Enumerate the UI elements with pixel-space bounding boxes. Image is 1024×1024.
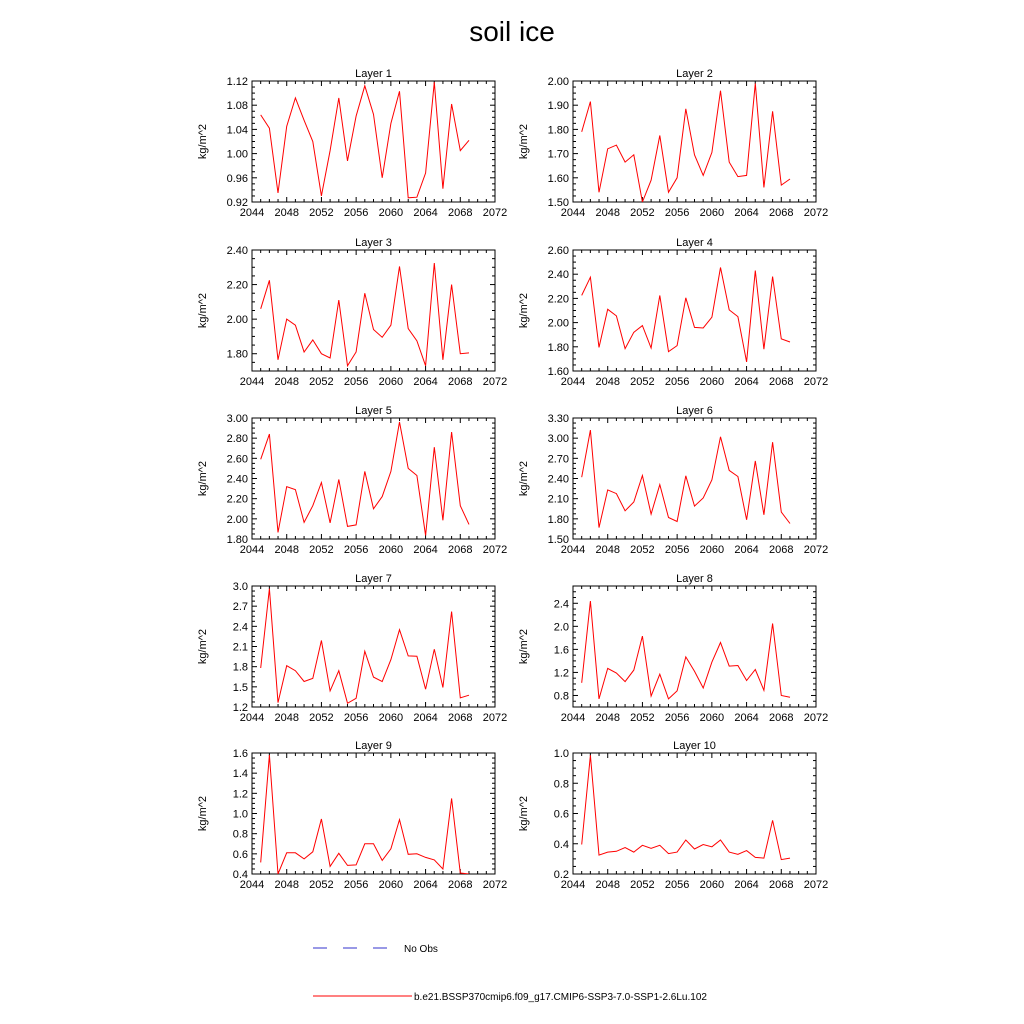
y-tick-label: 2.20 <box>226 493 248 506</box>
x-tick-label: 2068 <box>769 207 794 219</box>
x-tick-label: 2056 <box>664 376 690 388</box>
y-tick-label: 2.40 <box>547 269 569 282</box>
x-tick-label: 2060 <box>378 376 404 388</box>
panel-layer-7 <box>197 573 507 724</box>
x-tick-label: 2064 <box>413 376 438 388</box>
x-tick-label: 2060 <box>699 376 725 388</box>
x-tick-label: 2044 <box>239 544 265 556</box>
x-tick-label: 2044 <box>239 376 265 388</box>
y-tick-label: 1.2 <box>553 667 569 680</box>
x-tick-label: 2068 <box>448 544 473 556</box>
y-axis-label: kg/m^2 <box>518 460 530 497</box>
series-line <box>261 263 469 366</box>
x-tick-label: 2048 <box>274 712 299 724</box>
x-tick-label: 2044 <box>239 207 265 219</box>
panel-layer-5 <box>197 405 507 556</box>
x-tick-label: 2044 <box>560 376 586 388</box>
plot-frame <box>573 81 816 202</box>
x-tick-label: 2072 <box>482 879 508 891</box>
y-tick-label: 2.20 <box>547 293 569 306</box>
panel-layer-4 <box>518 237 828 388</box>
y-tick-label: 2.20 <box>226 279 248 292</box>
plot-frame <box>252 418 495 539</box>
y-tick-label: 2.80 <box>226 433 248 446</box>
y-tick-label: 1.04 <box>226 124 248 137</box>
x-tick-label: 2052 <box>309 207 334 219</box>
plot-frame <box>573 418 816 539</box>
panel-layer-8 <box>518 573 828 724</box>
y-tick-label: 2.4 <box>553 598 569 611</box>
panel-title: Layer 8 <box>676 573 713 585</box>
x-tick-label: 2060 <box>378 879 404 891</box>
y-tick-label: 1.12 <box>226 76 248 88</box>
x-tick-label: 2052 <box>630 712 655 724</box>
panel-title: Layer 3 <box>355 237 392 249</box>
x-tick-label: 2068 <box>448 376 473 388</box>
y-axis-label: kg/m^2 <box>518 123 530 160</box>
y-tick-label: 2.00 <box>547 76 569 88</box>
x-tick-label: 2048 <box>274 207 299 219</box>
x-tick-label: 2060 <box>699 712 725 724</box>
y-tick-label: 1.0 <box>553 748 569 760</box>
y-axis-label: kg/m^2 <box>197 795 209 832</box>
y-tick-label: 3.0 <box>232 581 248 593</box>
y-tick-label: 1.50 <box>547 534 569 546</box>
x-tick-label: 2072 <box>482 207 508 219</box>
x-tick-label: 2052 <box>630 544 655 556</box>
x-tick-label: 2048 <box>595 544 620 556</box>
y-tick-label: 1.80 <box>226 534 248 546</box>
y-tick-label: 1.6 <box>232 748 248 760</box>
x-tick-label: 2052 <box>309 544 334 556</box>
x-tick-label: 2048 <box>274 544 299 556</box>
x-tick-label: 2056 <box>664 712 690 724</box>
x-tick-label: 2056 <box>343 207 369 219</box>
x-tick-label: 2060 <box>378 207 404 219</box>
x-tick-label: 2056 <box>664 544 690 556</box>
y-tick-label: 0.92 <box>226 197 248 209</box>
series-line <box>582 430 790 527</box>
x-tick-label: 2060 <box>699 207 725 219</box>
x-tick-label: 2072 <box>803 879 829 891</box>
x-tick-label: 2048 <box>274 879 299 891</box>
panel-layer-1 <box>197 68 507 219</box>
y-tick-label: 1.80 <box>226 348 248 361</box>
x-tick-label: 2064 <box>413 712 438 724</box>
x-tick-label: 2068 <box>769 376 794 388</box>
y-tick-label: 0.8 <box>553 690 569 703</box>
x-tick-label: 2068 <box>448 207 473 219</box>
x-tick-label: 2064 <box>734 207 759 219</box>
y-tick-label: 2.60 <box>226 453 248 466</box>
y-tick-label: 1.8 <box>232 661 248 674</box>
y-tick-label: 2.0 <box>553 621 569 634</box>
x-tick-label: 2056 <box>343 879 369 891</box>
y-tick-label: 0.6 <box>232 848 248 861</box>
x-tick-label: 2072 <box>803 712 829 724</box>
x-tick-label: 2052 <box>309 712 334 724</box>
x-tick-label: 2060 <box>699 544 725 556</box>
y-tick-label: 1.4 <box>232 768 248 781</box>
series-line <box>261 82 469 198</box>
panel-title: Layer 2 <box>676 68 713 80</box>
x-tick-label: 2064 <box>734 544 759 556</box>
y-tick-label: 1.50 <box>547 197 569 209</box>
x-tick-label: 2052 <box>309 879 334 891</box>
y-tick-label: 1.08 <box>226 100 248 113</box>
x-tick-label: 2064 <box>734 879 759 891</box>
x-tick-label: 2072 <box>482 544 508 556</box>
y-axis-label: kg/m^2 <box>197 460 209 497</box>
series-line <box>261 422 469 536</box>
plot-frame <box>573 586 816 707</box>
x-tick-label: 2048 <box>274 376 299 388</box>
y-tick-label: 1.2 <box>232 702 248 714</box>
x-tick-label: 2052 <box>309 376 334 388</box>
y-tick-label: 0.2 <box>553 869 569 881</box>
x-tick-label: 2044 <box>239 712 265 724</box>
x-tick-label: 2044 <box>560 712 586 724</box>
panel-title: Layer 4 <box>676 237 713 249</box>
x-tick-label: 2072 <box>482 376 508 388</box>
y-tick-label: 1.5 <box>232 681 248 694</box>
x-tick-label: 2056 <box>664 207 690 219</box>
panel-layer-2 <box>518 68 828 219</box>
y-axis-label: kg/m^2 <box>518 292 530 329</box>
panel-title: Layer 5 <box>355 405 392 417</box>
y-tick-label: 2.7 <box>232 601 248 614</box>
x-tick-label: 2052 <box>630 207 655 219</box>
series-line <box>582 268 790 362</box>
y-tick-label: 0.4 <box>232 869 248 881</box>
series-line <box>582 601 790 699</box>
x-tick-label: 2072 <box>803 544 829 556</box>
y-tick-label: 2.4 <box>232 621 248 634</box>
y-tick-label: 3.00 <box>226 413 248 425</box>
x-tick-label: 2068 <box>769 544 794 556</box>
y-axis-label: kg/m^2 <box>197 292 209 329</box>
y-tick-label: 2.00 <box>226 314 248 327</box>
y-tick-label: 2.40 <box>226 473 248 486</box>
x-tick-label: 2064 <box>734 376 759 388</box>
y-tick-label: 2.70 <box>547 453 569 466</box>
panel-title: Layer 1 <box>355 68 392 80</box>
x-tick-label: 2060 <box>699 879 725 891</box>
y-tick-label: 0.4 <box>553 838 569 851</box>
x-tick-label: 2072 <box>803 207 829 219</box>
y-tick-label: 0.6 <box>553 808 569 821</box>
y-tick-label: 1.90 <box>547 100 569 113</box>
x-tick-label: 2060 <box>378 544 404 556</box>
x-tick-label: 2072 <box>482 712 508 724</box>
x-tick-label: 2056 <box>343 544 369 556</box>
y-tick-label: 1.6 <box>553 644 569 657</box>
x-tick-label: 2056 <box>664 879 690 891</box>
x-tick-label: 2060 <box>378 712 404 724</box>
x-tick-label: 2044 <box>560 544 586 556</box>
y-tick-label: 1.0 <box>232 808 248 821</box>
series-line <box>582 83 790 202</box>
plot-frame <box>573 753 816 874</box>
panel-title: Layer 7 <box>355 573 392 585</box>
y-tick-label: 2.40 <box>547 473 569 486</box>
plot-frame <box>252 250 495 371</box>
panel-title: Layer 6 <box>676 405 713 417</box>
y-tick-label: 3.00 <box>547 433 569 446</box>
panel-layer-9 <box>197 740 507 891</box>
x-tick-label: 2064 <box>413 207 438 219</box>
x-tick-label: 2048 <box>595 879 620 891</box>
y-tick-label: 1.70 <box>547 148 569 161</box>
panel-layer-10 <box>518 740 828 891</box>
y-tick-label: 2.60 <box>547 245 569 257</box>
y-tick-label: 2.00 <box>226 513 248 526</box>
y-tick-label: 2.10 <box>547 493 569 506</box>
series-line <box>261 589 469 704</box>
x-tick-label: 2044 <box>560 207 586 219</box>
x-tick-label: 2048 <box>595 712 620 724</box>
x-tick-label: 2044 <box>239 879 265 891</box>
plot-frame <box>252 586 495 707</box>
y-tick-label: 0.8 <box>553 778 569 791</box>
x-tick-label: 2056 <box>343 376 369 388</box>
x-tick-label: 2068 <box>448 879 473 891</box>
y-tick-label: 1.2 <box>232 788 248 801</box>
series-line <box>261 755 469 874</box>
x-tick-label: 2064 <box>413 544 438 556</box>
y-tick-label: 1.60 <box>547 172 569 185</box>
x-tick-label: 2072 <box>803 376 829 388</box>
legend-label-no-obs: No Obs <box>404 944 438 955</box>
y-axis-label: kg/m^2 <box>518 795 530 832</box>
y-tick-label: 2.1 <box>232 641 248 654</box>
legend-label-model: b.e21.BSSP370cmip6.f09_g17.CMIP6-SSP3-7.0-SSP1-2.6Lu.102 <box>414 992 707 1003</box>
y-tick-label: 1.00 <box>226 148 248 161</box>
y-tick-label: 0.8 <box>232 828 248 841</box>
y-tick-label: 1.80 <box>547 124 569 137</box>
y-tick-label: 1.80 <box>547 341 569 354</box>
y-tick-label: 1.80 <box>547 513 569 526</box>
y-tick-label: 0.96 <box>226 172 248 185</box>
chart-title: soil ice <box>469 16 555 47</box>
x-tick-label: 2064 <box>413 879 438 891</box>
x-tick-label: 2068 <box>769 879 794 891</box>
panel-layer-3 <box>197 237 507 388</box>
y-tick-label: 3.30 <box>547 413 569 425</box>
y-axis-label: kg/m^2 <box>197 123 209 160</box>
y-axis-label: kg/m^2 <box>197 628 209 665</box>
x-tick-label: 2052 <box>630 879 655 891</box>
series-line <box>582 755 790 859</box>
panel-title: Layer 10 <box>673 740 716 752</box>
x-tick-label: 2068 <box>769 712 794 724</box>
y-tick-label: 2.40 <box>226 245 248 257</box>
x-tick-label: 2056 <box>343 712 369 724</box>
panel-layer-6 <box>518 405 828 556</box>
y-tick-label: 2.00 <box>547 317 569 330</box>
x-tick-label: 2052 <box>630 376 655 388</box>
x-tick-label: 2044 <box>560 879 586 891</box>
x-tick-label: 2068 <box>448 712 473 724</box>
x-tick-label: 2048 <box>595 376 620 388</box>
x-tick-label: 2064 <box>734 712 759 724</box>
panel-title: Layer 9 <box>355 740 392 752</box>
y-axis-label: kg/m^2 <box>518 628 530 665</box>
x-tick-label: 2048 <box>595 207 620 219</box>
y-tick-label: 1.60 <box>547 366 569 378</box>
